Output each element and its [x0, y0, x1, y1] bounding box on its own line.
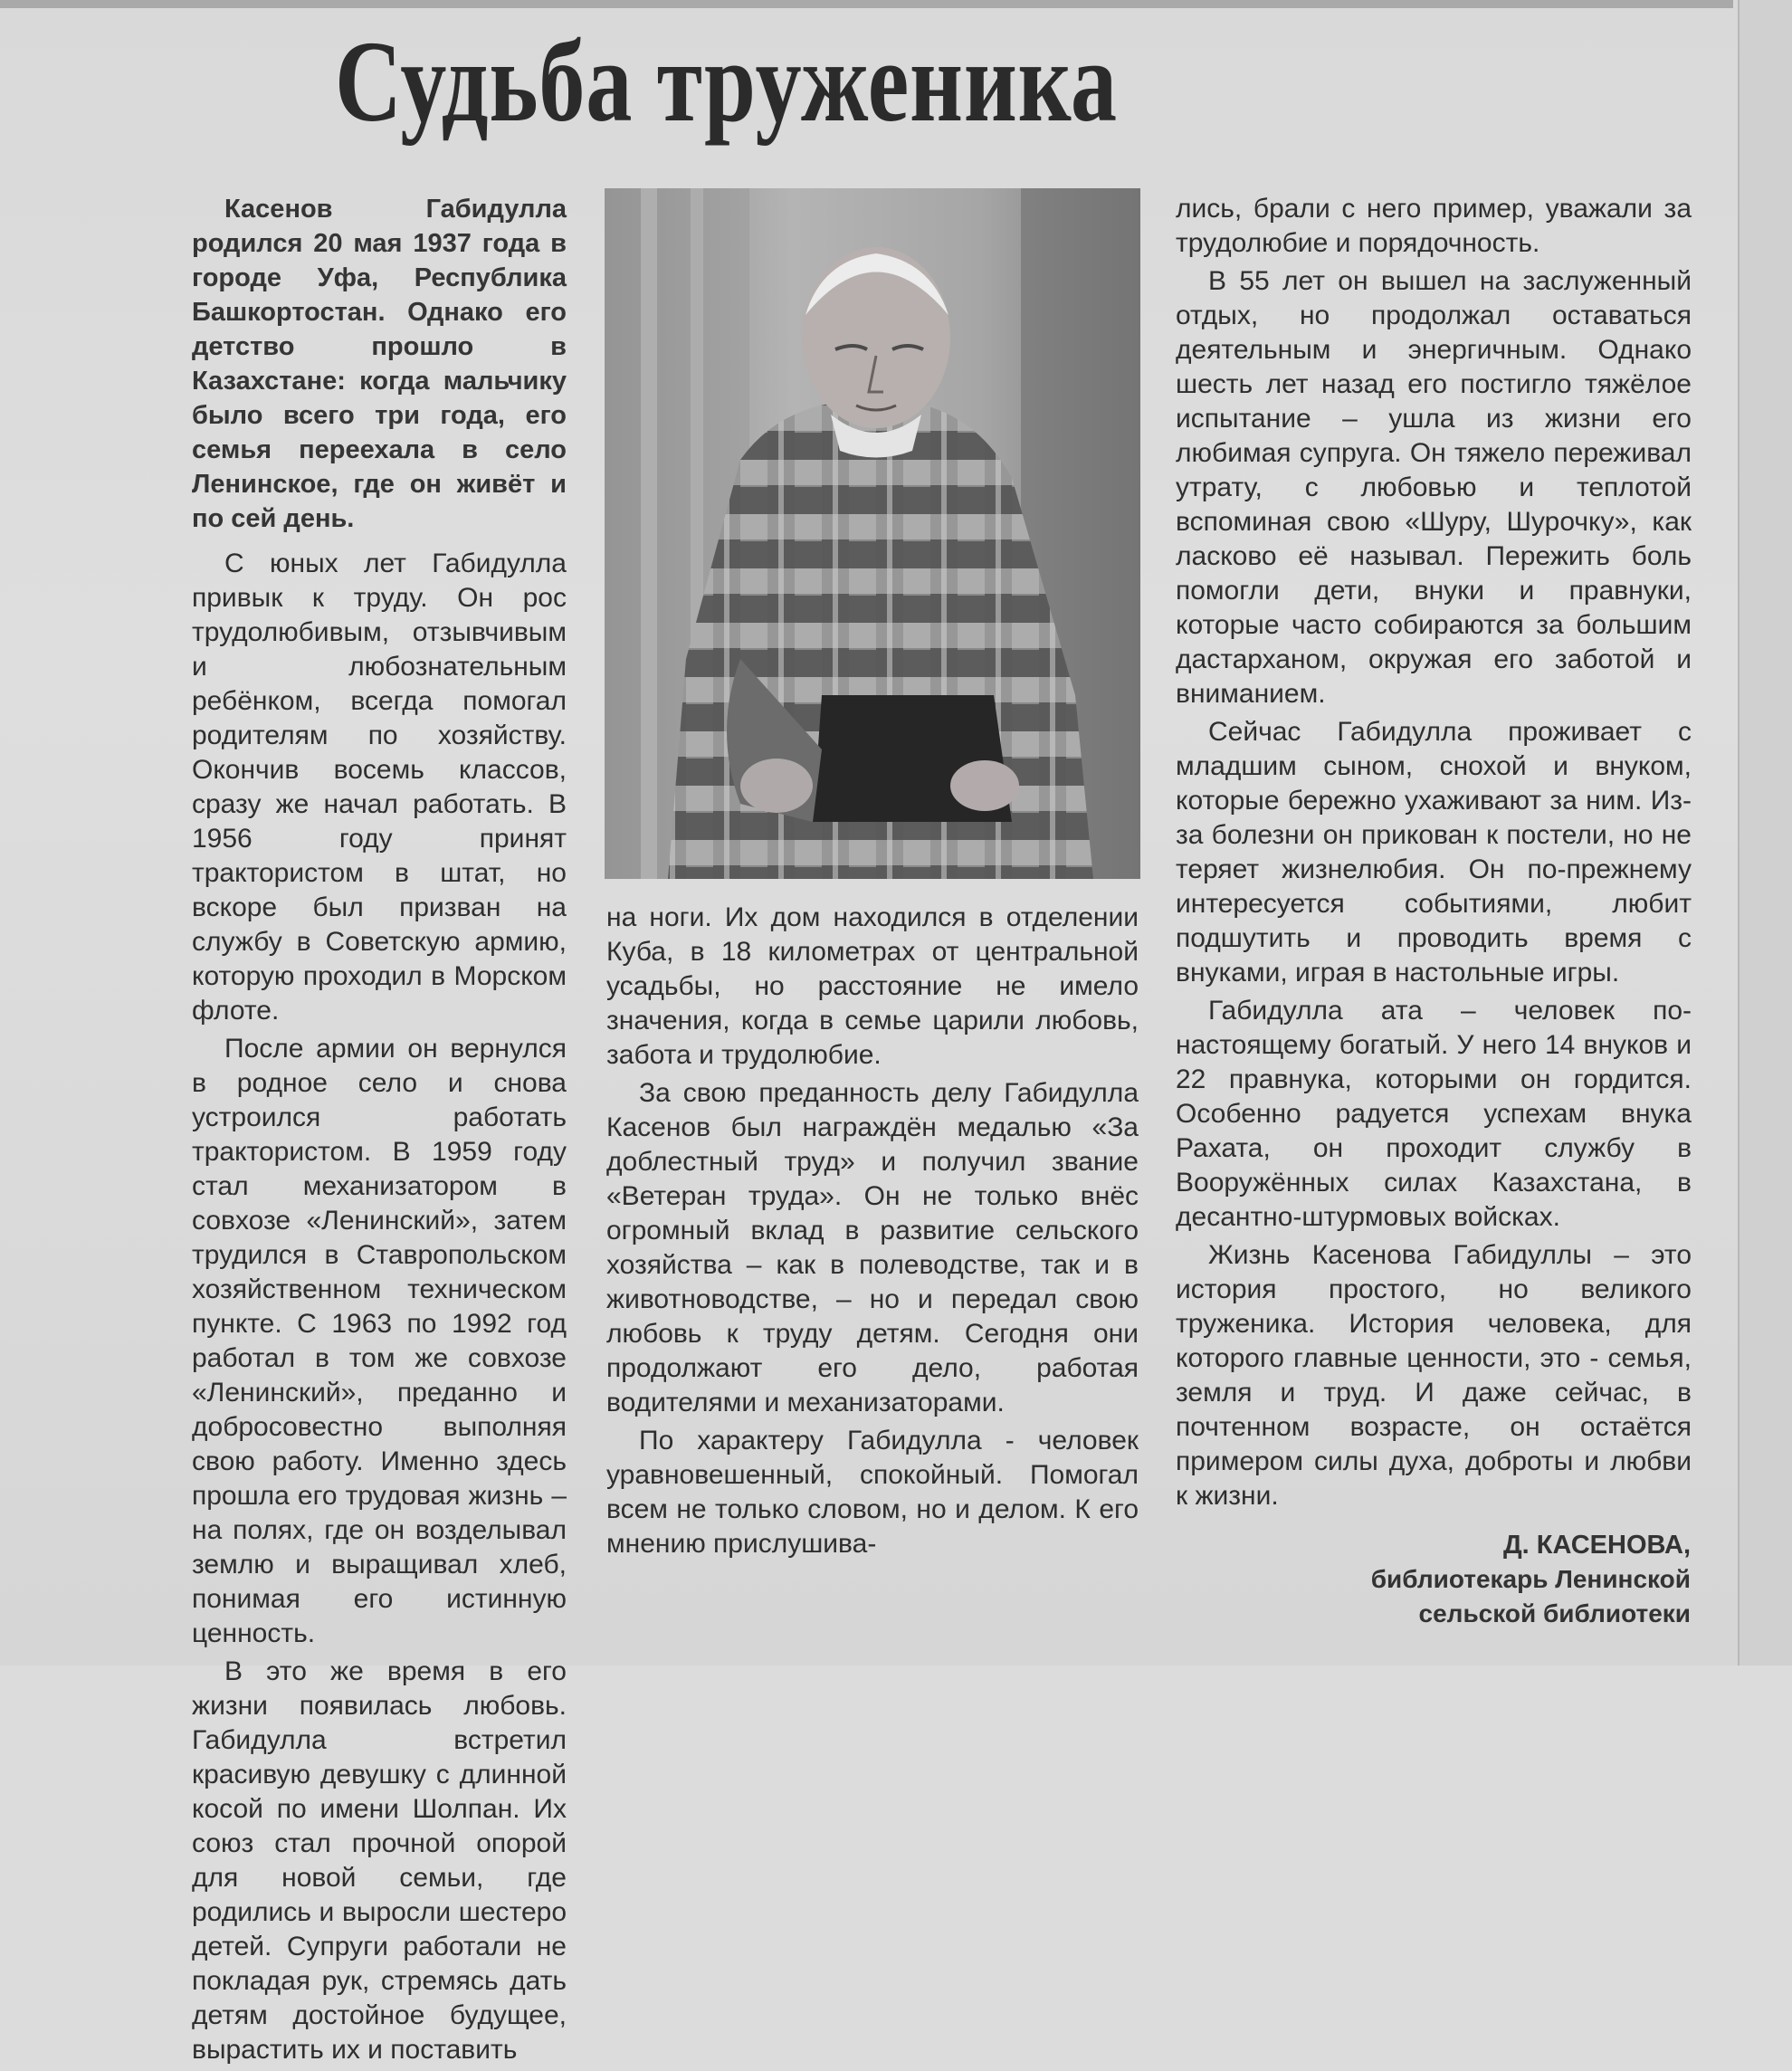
author-role-line-1: библиотекарь Ленинской	[1370, 1565, 1691, 1593]
article-paragraph: Жизнь Касенова Габидуллы – это история простого, но великого труженика. История человека, для которого главные ценности, это - семья, земля и труд. И даже сейчас, в почтенном возрасте, он остаётся примером силы духа, доброты и любви к жизни.	[1176, 1240, 1692, 1511]
author-signature	[1249, 1528, 1691, 1631]
article-paragraph: Сейчас Габидулла проживает с младшим сыном, снохой и внуком, которые бережно ухаживают за ним. Из-за болезни он прикован к постели, но не теряет жизнелюбия. Он по-прежнему интересуется событиями, любит подшутить и проводить время с внуками, играя в настольные игры.	[1176, 717, 1692, 988]
article-paragraph: Габидулла ата – человек по-настоящему богатый. У него 14 внуков и 22 правнука, которыми он гордится. Особенно радуется успехам внука Рахата, он проходит службу в Вооружённых силах Казахстана, в десантно-штурмовых войсках.	[1176, 996, 1692, 1232]
article-paragraph: лись, брали с него пример, уважали за трудолюбие и порядочность.	[1176, 194, 1692, 258]
article-paragraph: В это же время в его жизни появилась любовь. Габидулла встретил красивую девушку с длинной косой по имени Шолпан. Их союз стал прочной опорой для новой семьи, где родились и выросли шестеро детей. Супруги работали не покладая рук, стремясь дать детям достойное будущее, вырастить их и поставить	[192, 1656, 567, 2065]
author-name: Д. КАСЕНОВА,	[1503, 1531, 1691, 1560]
article-column-1	[192, 192, 567, 2071]
portrait-photo-illustration	[605, 188, 1140, 879]
article-lead: Касенов Габидулла родился 20 мая 1937 года в городе Уфа, Республика Башкортостан. Однако его детство прошло в Казахстане: когда мальчику было всего три года, его семья переехала в село Ленинское, где он живёт и по сей день.	[192, 195, 567, 533]
article-paragraph: За свою преданность делу Габидулла Касенов был награждён медалью «За доблестный труд» и получил звание «Ветеран труда». Он не только внёс огромный вклад в развитие сельского хозяйства – как в полеводстве, так и в животноводстве, – но и передал свою любовь к труду детям. Сегодня они продолжают его дело, работая водителями и механизаторами.	[606, 1078, 1139, 1417]
article-headline: Судьба труженика	[335, 17, 1118, 146]
article-paragraph: В 55 лет он вышел на заслуженный отдых, но продолжал оставаться деятельным и энергичным. Однако шесть лет назад его постигло тяжёлое испытание – ушла из жизни его любимая супруга. Он тяжело переживал утрату, с любовью и теплотой вспоминая свою «Шуру, Шурочку», как ласково её называл. Пережить боль помогли дети, внуки и правнуки, которые часто собираются за большим дастарханом, окружая его заботой и вниманием.	[1176, 266, 1692, 709]
article-paragraph: на ноги. Их дом находился в отделении Куба, в 18 километрах от центральной усадьбы, но расстояние не имело значения, когда в семье царили любовь, забота и трудолюбие.	[606, 902, 1139, 1070]
article-column-2	[606, 901, 1139, 1565]
article-paragraph: По характеру Габидулла - человек уравновешенный, спокойный. Помогал всем не только словом, но и делом. К его мнению прислушива-	[606, 1426, 1139, 1559]
article-column-3	[1176, 192, 1692, 1517]
page-top-strip	[0, 0, 1733, 8]
article-paragraph: С юных лет Габидулла привык к труду. Он рос трудолюбивым, отзывчивым и любознательным ребёнком, всегда помогал родителям по хозяйству. Окончив восемь классов, сразу же начал работать. В 1956 году принят трактористом в штат, но вскоре был призван на службу в Советскую армию, которую проходил в Морском флоте.	[192, 549, 567, 1026]
adjacent-page-edge	[1738, 0, 1792, 1665]
author-role-line-2: сельской библиотеки	[1418, 1599, 1691, 1627]
article-paragraph: После армии он вернулся в родное село и снова устроился работать трактористом. В 1959 году стал механизатором в совхозе «Ленинский», затем трудился в Ставропольском хозяйственном техническом пункте. С 1963 по 1992 год работал в том же совхозе «Ленинский», преданно и добросовестно выполняя свою работу. Именно здесь прошла его трудовая жизнь – на полях, где он возделывал землю и выращивал хлеб, понимая его истинную ценность.	[192, 1034, 567, 1648]
portrait-photo	[605, 188, 1140, 879]
